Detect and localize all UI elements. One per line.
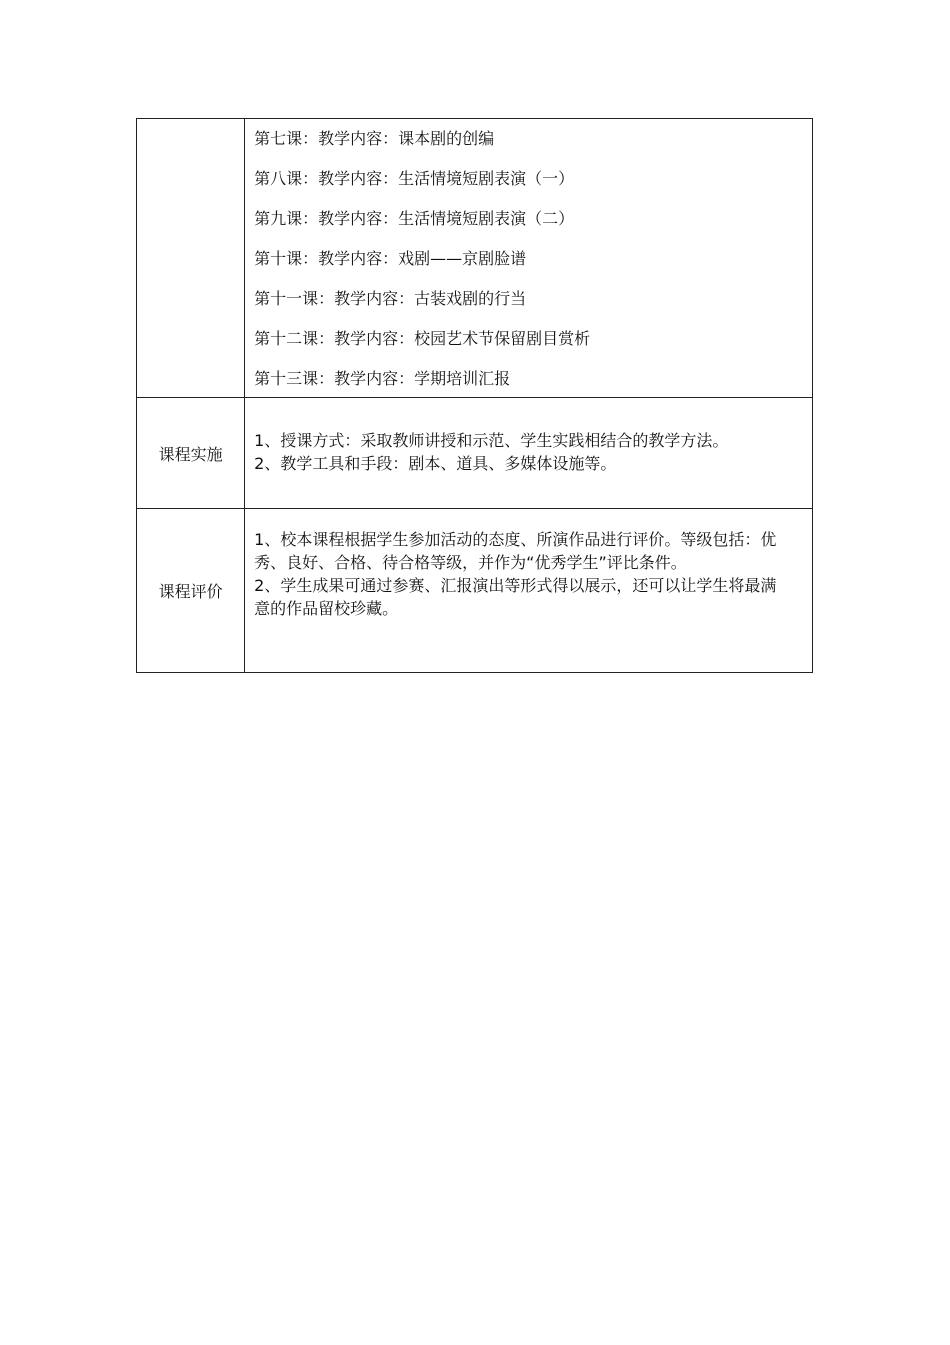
lessons-content-cell xyxy=(245,119,813,398)
implementation-row xyxy=(137,398,813,509)
evaluation-row xyxy=(137,509,813,673)
course-plan-table xyxy=(136,118,813,673)
evaluation-label: 课程评价 xyxy=(137,509,245,673)
evaluation-paragraph-1: 1、校本课程根据学生参加活动的态度、所演作品进行评价。等级包括：优秀、良好、合格、待合格等级，并作为“优秀学生”评比条件。 xyxy=(254,530,777,572)
lesson-item-9: 第九课：教学内容：生活情境短剧表演（二） xyxy=(254,209,575,228)
implementation-paragraph-2: 2、教学工具和手段：剧本、道具、多媒体设施等。 xyxy=(254,454,617,473)
lesson-item-11: 第十一课：教学内容：古装戏剧的行当 xyxy=(254,289,527,308)
lesson-item-8: 第八课：教学内容：生活情境短剧表演（一） xyxy=(254,169,575,188)
evaluation-text xyxy=(245,509,812,620)
lesson-item-13: 第十三课：教学内容：学期培训汇报 xyxy=(254,369,511,388)
lesson-item-10: 第十课：教学内容：戏剧——京剧脸谱 xyxy=(254,249,527,268)
implementation-content-cell xyxy=(245,398,813,509)
implementation-paragraph-1: 1、授课方式：采取教师讲授和示范、学生实践相结合的教学方法。 xyxy=(254,431,729,450)
implementation-label: 课程实施 xyxy=(137,398,245,509)
evaluation-paragraph-2: 2、学生成果可通过参赛、汇报演出等形式得以展示，还可以让学生将最满意的作品留校珍藏。 xyxy=(254,576,777,618)
lesson-list xyxy=(245,119,812,389)
lessons-label-cell xyxy=(137,119,245,398)
evaluation-content-cell xyxy=(245,509,813,673)
lesson-item-7: 第七课：教学内容：课本剧的创编 xyxy=(254,129,495,148)
implementation-text xyxy=(245,398,812,475)
lesson-item-12: 第十二课：教学内容：校园艺术节保留剧目赏析 xyxy=(254,329,591,348)
lessons-row xyxy=(137,119,813,398)
